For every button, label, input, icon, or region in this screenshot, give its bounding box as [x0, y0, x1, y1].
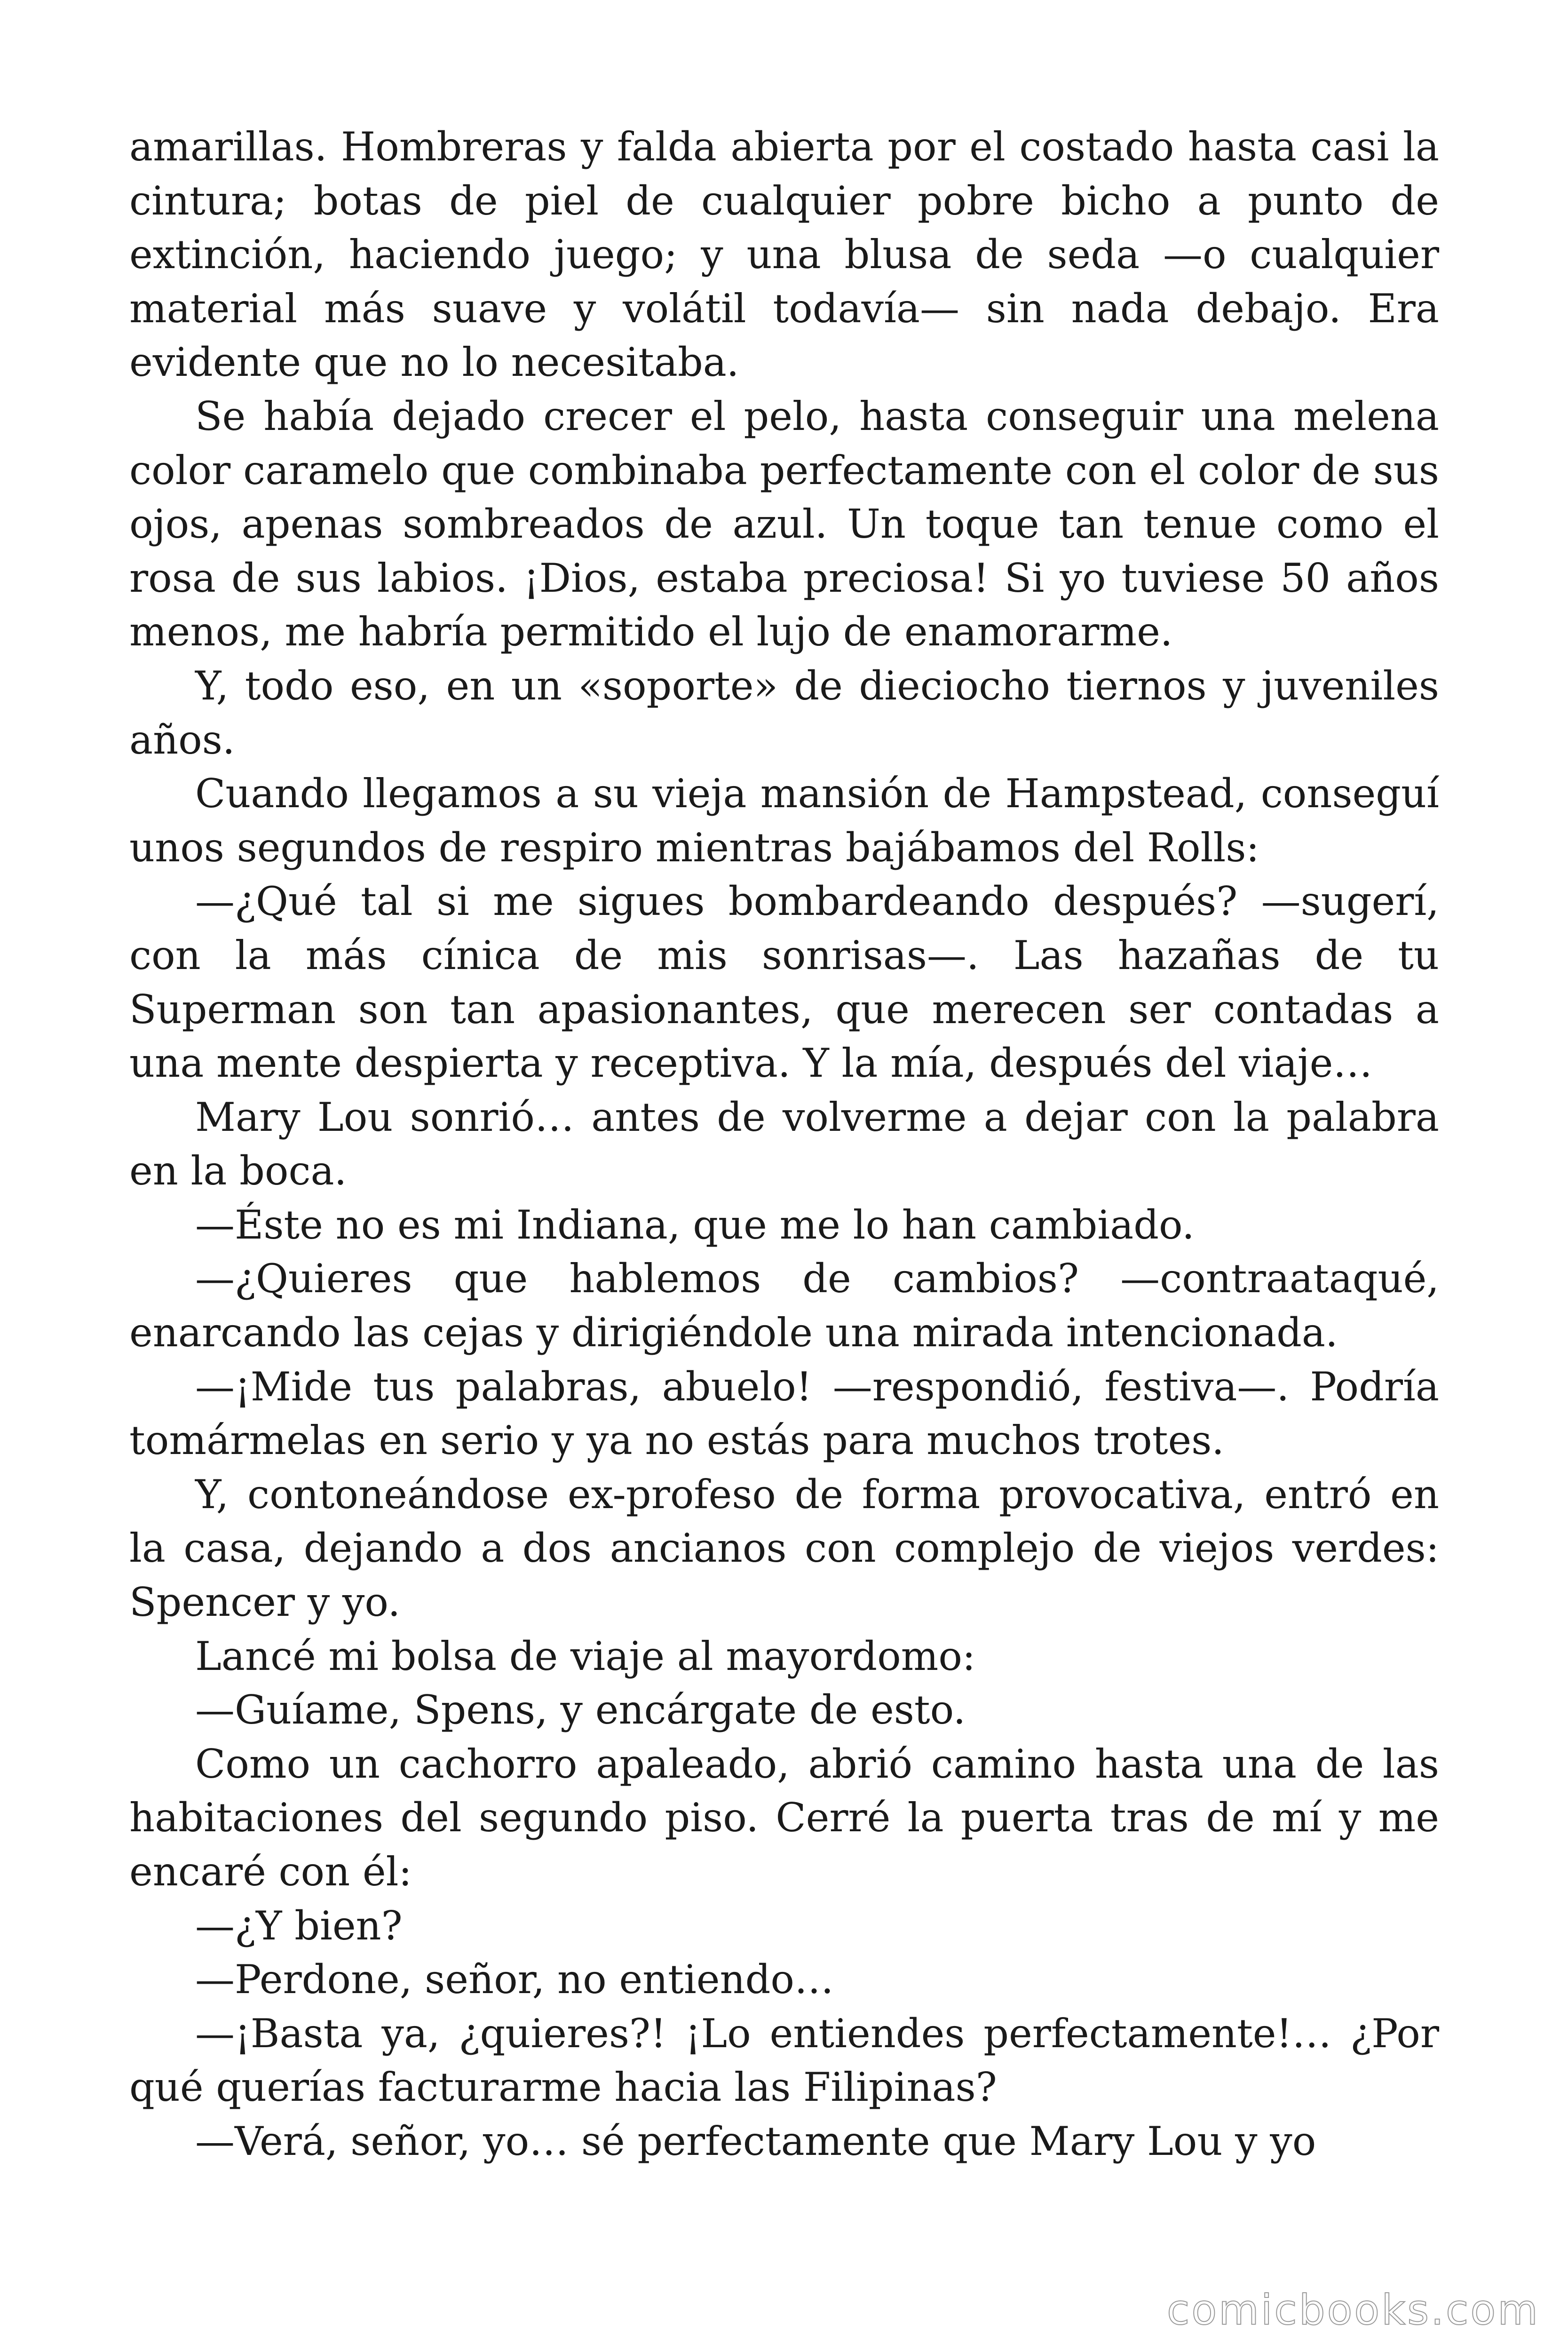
paragraph: Y, todo eso, en un «soporte» de dieciocho tiernos y juveniles años. [129, 662, 1439, 763]
paragraph: —Verá, señor, yo… sé perfectamente que Mary Lou y yo [195, 2118, 1316, 2164]
paragraph: Y, contoneándose ex-profeso de forma provocativa, entró en la casa, dejando a dos ancianos con complejo de viejos verdes: Spencer y yo. [129, 1471, 1439, 1626]
paragraph: Se había dejado crecer el pelo, hasta conseguir una melena color caramelo que combinaba perfectamente con el color de sus ojos, apenas sombreados de azul. Un toque tan tenue como el rosa de sus labios. ¡Dios, estaba preciosa! Si yo tuviese 50 años menos, me habría permitido el lujo de enamorarme. [129, 393, 1439, 655]
paragraph: Como un cachorro apaleado, abrió camino hasta una de las habitaciones del segundo piso. Cerré la puerta tras de mí y me encaré con él: [129, 1740, 1439, 1895]
paragraph: Cuando llegamos a su vieja mansión de Hampstead, conseguí unos segundos de respiro mientras bajábamos del Rolls: [129, 771, 1439, 871]
paragraph: —¡Basta ya, ¿quieres?! ¡Lo entiendes perfectamente!… ¿Por qué querías facturarme hacia las Filipinas? [129, 2010, 1439, 2111]
watermark: comicbooks.com [1166, 2286, 1540, 2334]
body-text [129, 120, 1439, 2169]
paragraph: —Éste no es mi Indiana, que me lo han cambiado. [195, 1201, 1195, 1248]
paragraph: amarillas. Hombreras y falda abierta por el costado hasta casi la cintura; botas de piel de cualquier pobre bicho a punto de extinción, haciendo juego; y una blusa de seda —o cualquier material más suave y volátil todavía— sin nada debajo. Era evidente que no lo necesitaba. [129, 124, 1439, 386]
paragraph: —¿Quieres que hablemos de cambios? —contraataqué, enarcando las cejas y dirigiéndole una mirada intencionada. [129, 1255, 1439, 1356]
paragraph: Lancé mi bolsa de viaje al mayordomo: [195, 1633, 976, 1679]
paragraph: —Guíame, Spens, y encárgate de esto. [195, 1687, 966, 1733]
paragraph: Mary Lou sonrió… antes de volverme a dejar con la palabra en la boca. [129, 1094, 1439, 1194]
paragraph: —¡Mide tus palabras, abuelo! —respondió, festiva—. Podría tomármelas en serio y ya no estás para muchos trotes. [129, 1363, 1439, 1464]
paragraph: —Perdone, señor, no entiendo… [195, 1956, 834, 2003]
paragraph: —¿Qué tal si me sigues bombardeando después? —sugerí, con la más cínica de mis sonrisas—. Las hazañas de tu Superman son tan apasionantes, que merecen ser contadas a una mente despierta y receptiva. Y la mía, después del viaje… [129, 878, 1439, 1087]
paragraph: —¿Y bien? [195, 1902, 403, 1949]
